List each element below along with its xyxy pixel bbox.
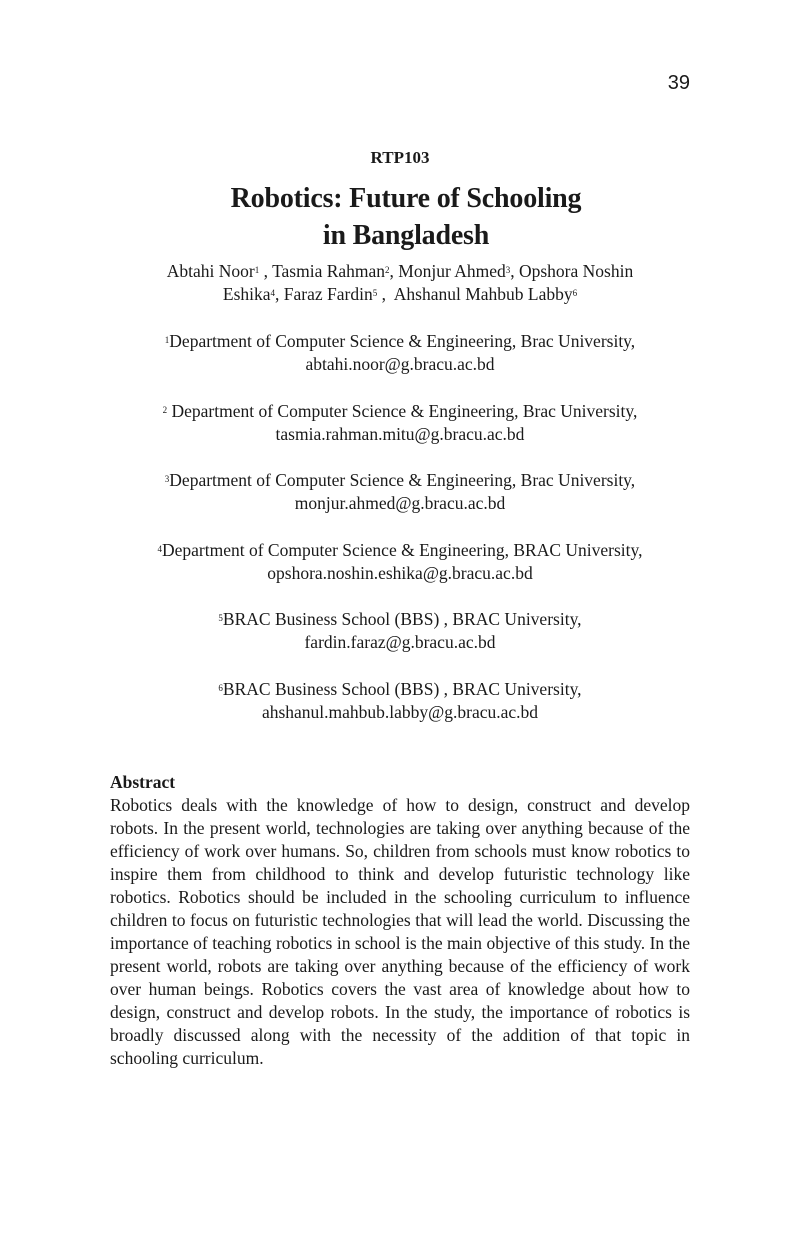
paper-code: RTP103 <box>370 148 430 167</box>
title-line-1: Robotics: Future of Schooling <box>230 183 582 214</box>
author-affiliation-marker: 6 <box>572 288 578 298</box>
affiliation-marker: 1 <box>164 335 170 345</box>
author-separator: , <box>389 261 399 281</box>
affiliation-text <box>0 400 800 423</box>
affiliation-email: ahshanul.mahbub.labby@g.bracu.ac.bd <box>261 702 539 722</box>
author-name: Monjur Ahmed <box>398 261 506 281</box>
author-line-2 <box>0 283 800 306</box>
affiliation-department: Department of Computer Science & Engineering, Brac University, <box>169 331 636 351</box>
author-list <box>0 260 800 306</box>
affiliation-email: fardin.faraz@g.bracu.ac.bd <box>304 632 496 652</box>
affiliation-email: opshora.noshin.eshika@g.bracu.ac.bd <box>267 563 533 583</box>
affiliation-department: Department of Computer Science & Engineering, Brac University, <box>169 470 636 490</box>
author-separator: , <box>275 284 284 304</box>
affiliation-text <box>0 539 800 562</box>
affiliation-department: BRAC Business School (BBS) , BRAC University, <box>222 679 582 699</box>
abstract-heading: Abstract <box>110 772 176 792</box>
affiliation-3 <box>0 469 800 515</box>
affiliation-4 <box>0 539 800 585</box>
author-name: Ahshanul Mahbub Labby <box>393 284 573 304</box>
author-line-1 <box>0 260 800 283</box>
affiliation-department: Department of Computer Science & Engineering, BRAC University, <box>162 540 643 560</box>
author-affiliation-marker: 1 <box>254 265 260 275</box>
author-name: Opshora Noshin <box>518 261 634 281</box>
affiliation-email: abtahi.noor@g.bracu.ac.bd <box>305 354 495 374</box>
affiliation-5 <box>0 608 800 654</box>
author-affiliation-marker: 3 <box>505 265 511 275</box>
page-number: 39 <box>667 72 690 94</box>
affiliation-text <box>0 678 800 701</box>
title-line-2: in Bangladesh <box>322 220 490 251</box>
affiliation-marker: 6 <box>218 683 223 693</box>
author-name: Abtahi Noor <box>166 261 255 281</box>
author-affiliation-marker: 5 <box>372 288 378 298</box>
affiliation-2 <box>0 400 800 446</box>
affiliation-marker: 3 <box>164 474 170 484</box>
abstract-body: Robotics deals with the knowledge of how to design, construct and develop robots. In the present world, technologies are taking over anything because of the efficiency of work over humans. So, children from schools must know robotics to inspire them from childhood to think and develop futuristic technology like robotics. Robotics should be included in the schooling curriculum to influence children to focus on futuristic technologies that will lead the world. Discussing the importance of teaching robotics in school is the main objective of this study. In the present world, robots are taking over anything because of the efficiency of work over human beings. Robotics covers the vast area of knowledge about how to design, construct and develop robots. In the study, the importance of robotics is broadly discussed along with the necessity of the addition of that topic in schooling curriculum. <box>110 795 690 1068</box>
affiliation-marker: 2 <box>162 405 168 415</box>
author-affiliation-marker: 4 <box>270 288 276 298</box>
affiliation-text <box>0 330 800 353</box>
author-separator: , <box>377 284 394 304</box>
author-affiliation-marker: 2 <box>385 265 390 275</box>
author-separator: , <box>510 261 519 281</box>
paper-title <box>0 180 800 254</box>
author-name: Eshika <box>222 284 271 304</box>
affiliation-marker: 4 <box>157 544 162 554</box>
affiliation-email: tasmia.rahman.mitu@g.bracu.ac.bd <box>275 424 525 444</box>
affiliation-department: Department of Computer Science & Engineering, Brac University, <box>167 401 638 421</box>
affiliation-text <box>0 608 800 631</box>
affiliation-6 <box>0 678 800 724</box>
abstract-section <box>110 771 690 1070</box>
affiliation-text <box>0 469 800 492</box>
affiliation-department: BRAC Business School (BBS) , BRAC University, <box>222 609 582 629</box>
affiliation-1 <box>0 330 800 376</box>
affiliation-email: monjur.ahmed@g.bracu.ac.bd <box>294 493 506 513</box>
affiliation-marker: 5 <box>218 613 223 623</box>
author-name: Tasmia Rahman <box>272 261 386 281</box>
author-name: Faraz Fardin <box>283 284 373 304</box>
author-separator: , <box>259 261 273 281</box>
